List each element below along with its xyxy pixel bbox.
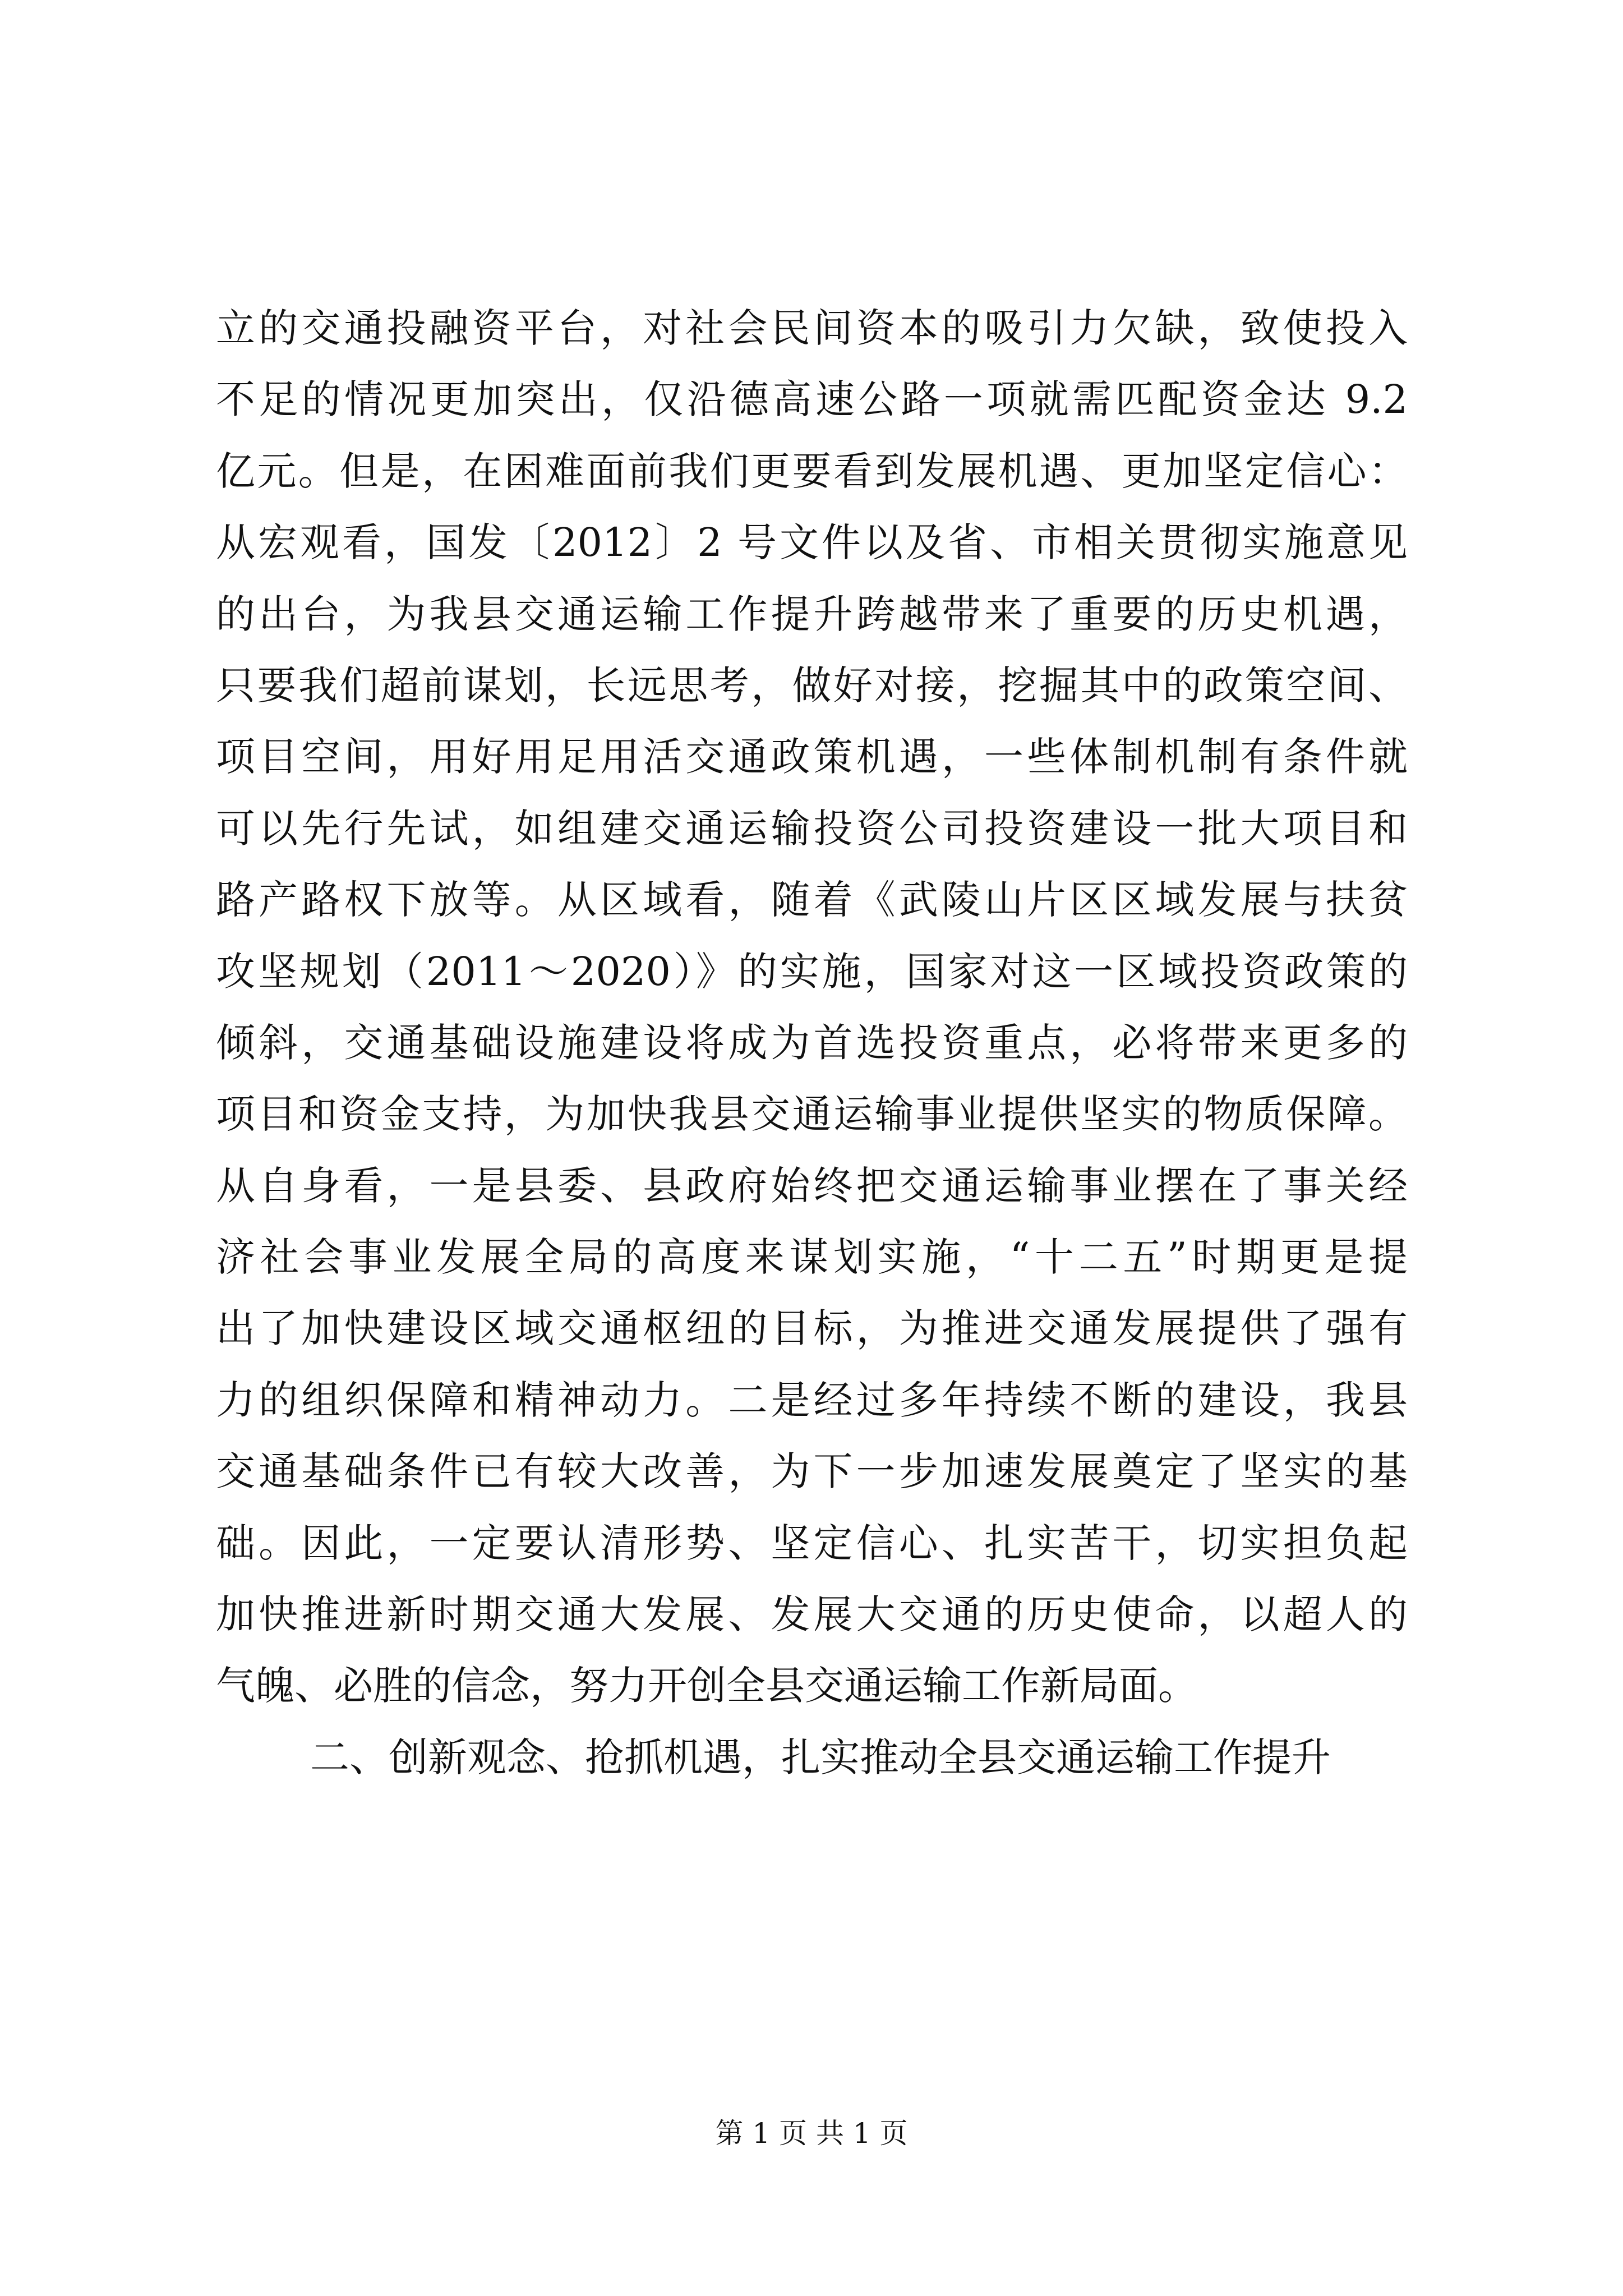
paragraph-line-13: 从自身看，一是县委、县政府始终把交通运输事业摆在了事关经: [216, 1162, 1408, 1209]
document-body: [216, 293, 1408, 1793]
paragraph-line-3: 亿元。但是，在困难面前我们更要看到发展机遇、更加坚定信心：: [216, 448, 1408, 494]
page-footer: [0, 2114, 1623, 2153]
paragraph-line-9: 路产路权下放等。从区域看，随着《武陵山片区区域发展与扶贫: [216, 877, 1408, 923]
paragraph-line-6: 只要我们超前谋划，长远思考，做好对接，挖掘其中的政策空间、: [216, 662, 1408, 708]
paragraph-line-17: 交通基础条件已有较大改善，为下一步加速发展奠定了坚实的基: [216, 1448, 1408, 1495]
paragraph-line-11: 倾斜，交通基础设施建设将成为首选投资重点，必将带来更多的: [216, 1019, 1408, 1066]
paragraph-line-20: 气魄、必胜的信念，努力开创全县交通运输工作新局面。: [216, 1663, 1197, 1709]
paragraph-line-12: 项目和资金支持，为加快我县交通运输事业提供坚实的物质保障。: [216, 1091, 1408, 1138]
paragraph-line-1: 立的交通投融资平台，对社会民间资本的吸引力欠缺，致使投入: [216, 305, 1408, 351]
paragraph-line-5: 的出台，为我县交通运输工作提升跨越带来了重要的历史机遇，: [216, 591, 1408, 637]
paragraph-line-8: 可以先行先试，如组建交通运输投资公司投资建设一批大项目和: [216, 805, 1408, 852]
paragraph-line-7: 项目空间，用好用足用活交通政策机遇，一些体制机制有条件就: [216, 734, 1408, 780]
paragraph-line-18: 础。因此，一定要认清形势、坚定信心、扎实苦干，切实担负起: [216, 1520, 1408, 1566]
paragraph-line-14: 济社会事业发展全局的高度来谋划实施，“十二五”时期更是提: [216, 1234, 1408, 1281]
paragraph-line-10: 攻坚规划（2011～2020）》的实施，国家对这一区域投资政策的: [216, 948, 1408, 995]
paragraph-line-16: 力的组织保障和精神动力。二是经过多年持续不断的建设，我县: [216, 1377, 1408, 1423]
paragraph-line-15: 出了加快建设区域交通枢纽的目标，为推进交通发展提供了强有: [216, 1305, 1408, 1352]
section-heading-line: 二、创新观念、抢抓机遇，扎实推动全县交通运输工作提升: [310, 1734, 1331, 1780]
paragraph-line-4: 从宏观看，国发〔2012〕2 号文件以及省、市相关贯彻实施意见: [216, 519, 1408, 566]
paragraph-line-19: 加快推进新时期交通大发展、发展大交通的历史使命，以超人的: [216, 1591, 1408, 1638]
page-number-label: 第 1 页 共 1 页: [715, 2117, 908, 2150]
paragraph-line-2: 不足的情况更加突出，仅沿德高速公路一项就需匹配资金达 9.2: [216, 376, 1408, 423]
